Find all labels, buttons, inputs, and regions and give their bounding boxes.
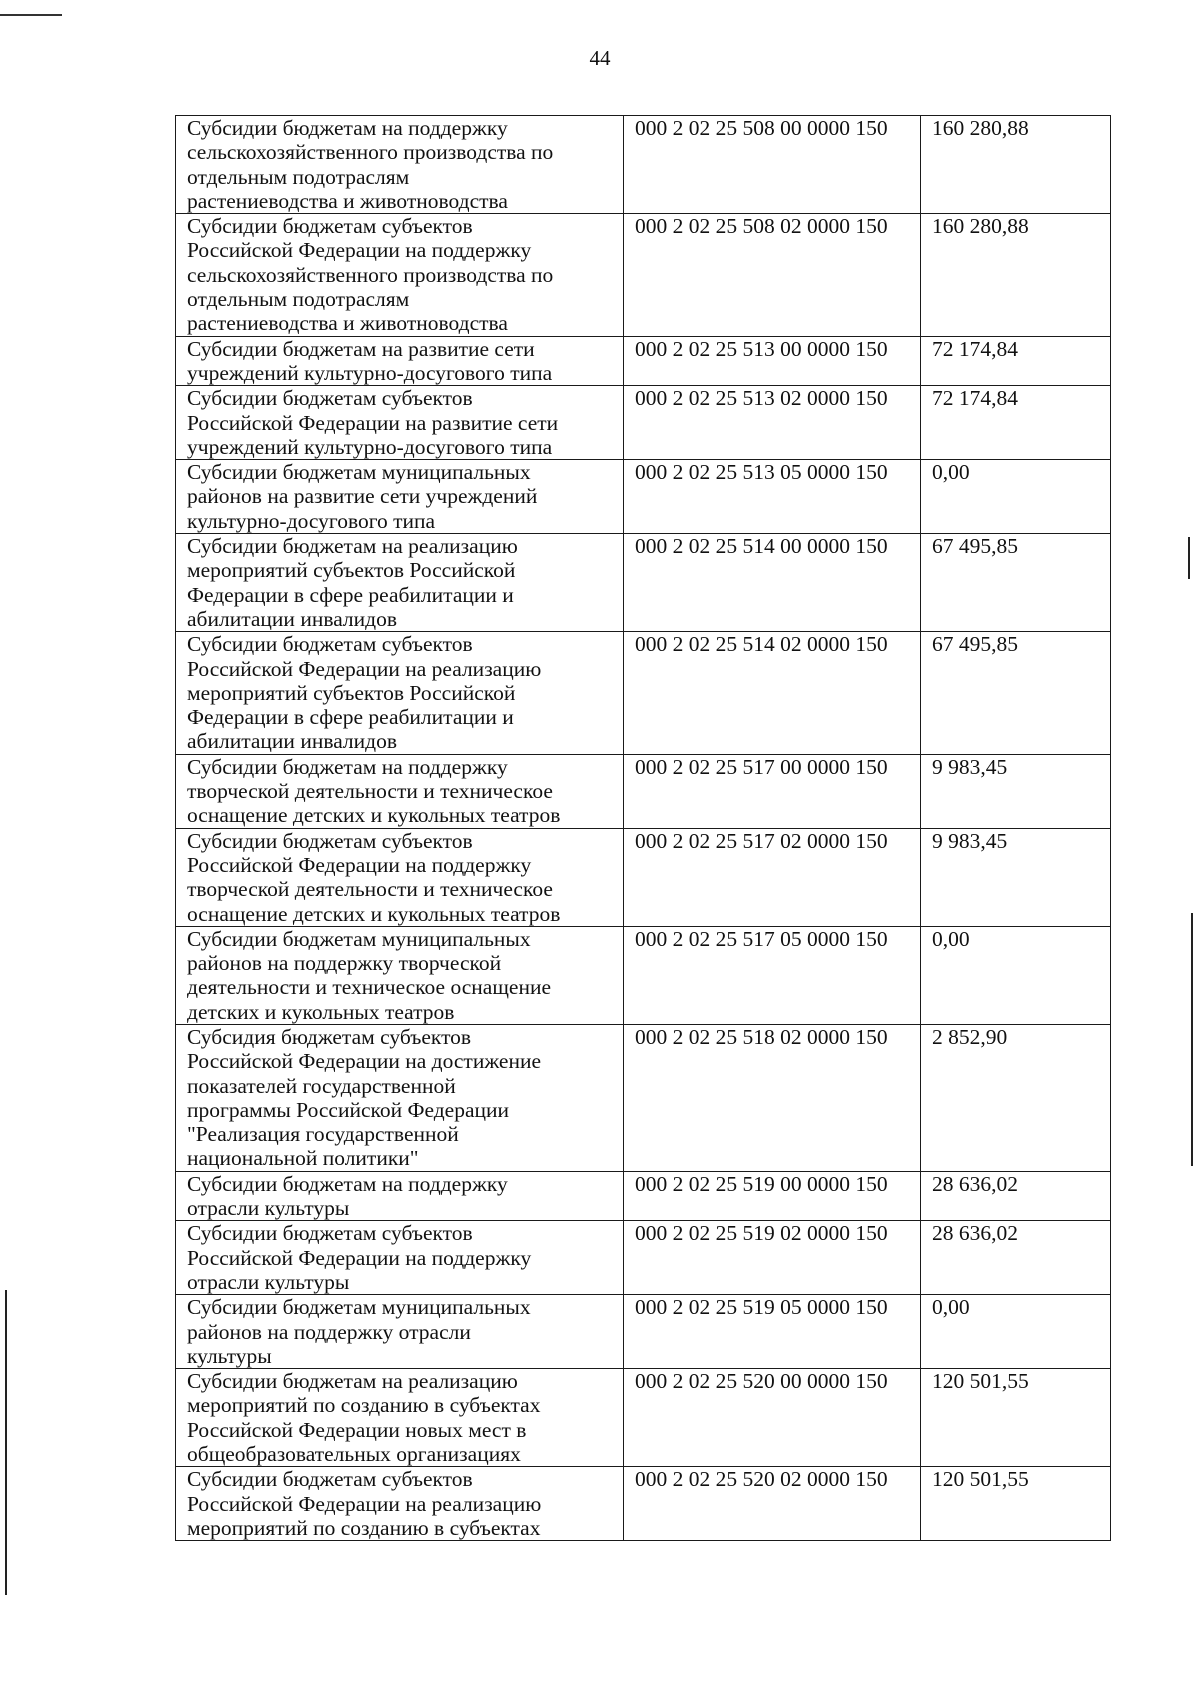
table-row <box>176 754 1111 828</box>
table-row <box>176 1369 1111 1467</box>
table-row <box>176 534 1111 632</box>
row-code: 000 2 02 25 513 02 0000 150 <box>624 386 921 460</box>
row-name: Субсидии бюджетам субъектов Российской Федерации на поддержку сельскохозяйственного производства по отдельным подотраслям растениеводства и животноводства <box>176 214 624 336</box>
row-name: Субсидии бюджетам на поддержку творческой деятельности и техническое оснащение детских и кукольных театров <box>176 754 624 828</box>
row-amount: 28 636,02 <box>921 1221 1111 1295</box>
row-name: Субсидии бюджетам на реализацию мероприятий субъектов Российской Федерации в сфере реабилитации и абилитации инвалидов <box>176 534 624 632</box>
row-amount: 67 495,85 <box>921 534 1111 632</box>
table-row <box>176 460 1111 534</box>
row-code: 000 2 02 25 517 02 0000 150 <box>624 828 921 926</box>
row-code: 000 2 02 25 517 00 0000 150 <box>624 754 921 828</box>
row-code: 000 2 02 25 520 00 0000 150 <box>624 1369 921 1467</box>
scan-mark-right-upper <box>1188 537 1190 579</box>
row-code: 000 2 02 25 520 02 0000 150 <box>624 1467 921 1541</box>
row-amount: 9 983,45 <box>921 828 1111 926</box>
row-code: 000 2 02 25 513 00 0000 150 <box>624 336 921 386</box>
row-amount: 0,00 <box>921 926 1111 1024</box>
row-amount: 120 501,55 <box>921 1467 1111 1541</box>
row-amount: 120 501,55 <box>921 1369 1111 1467</box>
table-row <box>176 1024 1111 1171</box>
page-number: 44 <box>589 46 611 70</box>
row-amount: 67 495,85 <box>921 632 1111 754</box>
row-amount: 0,00 <box>921 460 1111 534</box>
row-code: 000 2 02 25 508 02 0000 150 <box>624 214 921 336</box>
table-row <box>176 632 1111 754</box>
table-row <box>176 828 1111 926</box>
table-row <box>176 214 1111 336</box>
row-name: Субсидии бюджетам субъектов Российской Федерации на реализацию мероприятий субъектов Российской Федерации в сфере реабилитации и абилитации инвалидов <box>176 632 624 754</box>
table-row <box>176 926 1111 1024</box>
row-amount: 0,00 <box>921 1295 1111 1369</box>
row-amount: 9 983,45 <box>921 754 1111 828</box>
row-amount: 160 280,88 <box>921 116 1111 214</box>
row-name: Субсидии бюджетам на реализацию мероприятий по созданию в субъектах Российской Федерации новых мест в общеобразовательных организациях <box>176 1369 624 1467</box>
budget-table <box>175 115 1111 1541</box>
row-code: 000 2 02 25 514 02 0000 150 <box>624 632 921 754</box>
table-row <box>176 1295 1111 1369</box>
row-code: 000 2 02 25 513 05 0000 150 <box>624 460 921 534</box>
scan-mark-right-lower <box>1191 913 1193 1166</box>
row-code: 000 2 02 25 517 05 0000 150 <box>624 926 921 1024</box>
row-name: Субсидии бюджетам субъектов Российской Федерации на реализацию мероприятий по созданию в субъектах <box>176 1467 624 1541</box>
row-name: Субсидии бюджетам на поддержку отрасли культуры <box>176 1171 624 1221</box>
row-name: Субсидии бюджетам на поддержку сельскохозяйственного производства по отдельным подотраслям растениеводства и животноводства <box>176 116 624 214</box>
row-code: 000 2 02 25 519 00 0000 150 <box>624 1171 921 1221</box>
scan-mark-top <box>0 14 62 16</box>
row-code: 000 2 02 25 518 02 0000 150 <box>624 1024 921 1171</box>
scan-mark-left <box>5 1290 7 1595</box>
row-name: Субсидии бюджетам субъектов Российской Федерации на поддержку отрасли культуры <box>176 1221 624 1295</box>
row-amount: 72 174,84 <box>921 386 1111 460</box>
row-name: Субсидии бюджетам муниципальных районов на поддержку творческой деятельности и техническое оснащение детских и кукольных театров <box>176 926 624 1024</box>
table-row <box>176 116 1111 214</box>
row-code: 000 2 02 25 519 02 0000 150 <box>624 1221 921 1295</box>
row-name: Субсидии бюджетам субъектов Российской Федерации на развитие сети учреждений культурно-досугового типа <box>176 386 624 460</box>
row-amount: 28 636,02 <box>921 1171 1111 1221</box>
row-name: Субсидии бюджетам на развитие сети учреждений культурно-досугового типа <box>176 336 624 386</box>
table-row <box>176 386 1111 460</box>
table-row <box>176 1221 1111 1295</box>
row-name: Субсидии бюджетам муниципальных районов на развитие сети учреждений культурно-досугового типа <box>176 460 624 534</box>
table-row <box>176 1171 1111 1221</box>
row-name: Субсидии бюджетам муниципальных районов на поддержку отрасли культуры <box>176 1295 624 1369</box>
row-code: 000 2 02 25 514 00 0000 150 <box>624 534 921 632</box>
row-amount: 72 174,84 <box>921 336 1111 386</box>
row-code: 000 2 02 25 519 05 0000 150 <box>624 1295 921 1369</box>
row-code: 000 2 02 25 508 00 0000 150 <box>624 116 921 214</box>
table-row <box>176 336 1111 386</box>
row-amount: 160 280,88 <box>921 214 1111 336</box>
row-amount: 2 852,90 <box>921 1024 1111 1171</box>
row-name: Субсидии бюджетам субъектов Российской Федерации на поддержку творческой деятельности и техническое оснащение детских и кукольных театров <box>176 828 624 926</box>
table-row <box>176 1467 1111 1541</box>
row-name: Субсидия бюджетам субъектов Российской Федерации на достижение показателей государственной программы Российской Федерации "Реализация государственной национальной политики" <box>176 1024 624 1171</box>
